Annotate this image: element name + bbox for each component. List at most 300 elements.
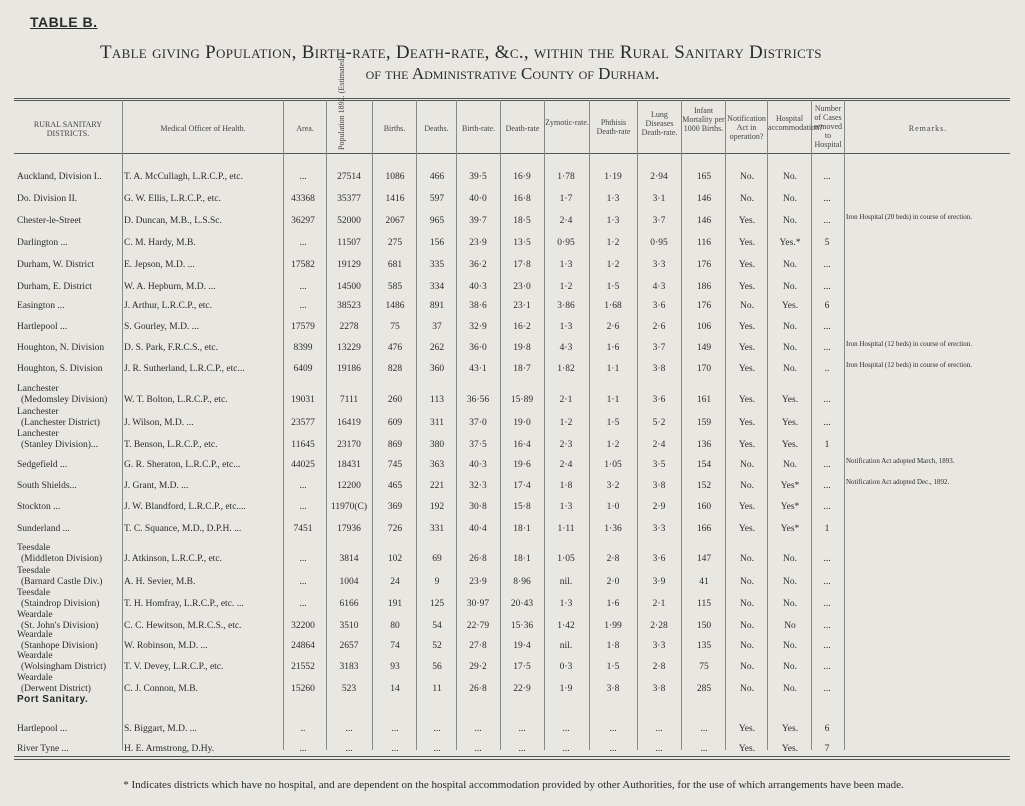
cell-brate: 40·3 bbox=[469, 460, 487, 470]
cell-deaths: 221 bbox=[429, 481, 445, 491]
cell-brate: 40·4 bbox=[469, 524, 487, 534]
cell-district: Lanchester (Stanley Division)... bbox=[17, 429, 99, 450]
cell-zym: 2·3 bbox=[559, 440, 573, 450]
cell-district: Weardale (Wolsingham District) bbox=[17, 651, 106, 672]
cell-cases: ... bbox=[823, 502, 831, 512]
cell-cases: 7 bbox=[824, 744, 830, 754]
cell-area: .. bbox=[300, 724, 306, 734]
cell-inf: 176 bbox=[696, 260, 712, 270]
table-row bbox=[0, 524, 1025, 540]
cell-pop: ... bbox=[345, 724, 353, 734]
cell-district: Durham, E. District bbox=[17, 282, 92, 292]
cell-notif: Yes. bbox=[738, 395, 756, 405]
header-notification: Notification Act in operation? bbox=[727, 114, 766, 141]
cell-deaths: ... bbox=[433, 724, 441, 734]
cell-pop: 11507 bbox=[337, 238, 361, 248]
cell-hosp: No. bbox=[783, 343, 797, 353]
cell-notif: No. bbox=[740, 172, 754, 182]
cell-district: Lanchester (Lanchester District) bbox=[17, 407, 100, 428]
cell-notif: Yes. bbox=[738, 440, 756, 450]
cell-hosp: No. bbox=[783, 684, 797, 694]
cell-phth: ... bbox=[609, 744, 617, 754]
cell-cases: ... bbox=[823, 260, 831, 270]
cell-drate: 16·8 bbox=[513, 194, 531, 204]
cell-pop: 17936 bbox=[337, 524, 361, 534]
cell-phth: 1·8 bbox=[606, 641, 620, 651]
cell-cases: ... bbox=[823, 322, 831, 332]
cell-births: 1086 bbox=[385, 172, 405, 182]
table-row bbox=[0, 322, 1025, 338]
cell-drate: 18·5 bbox=[513, 216, 531, 226]
cell-drate: 16·4 bbox=[513, 440, 531, 450]
cell-phth: 1·99 bbox=[604, 621, 622, 631]
cell-lung: 3·6 bbox=[652, 395, 666, 405]
cell-pop: 16419 bbox=[337, 418, 361, 428]
cell-area: 43368 bbox=[291, 194, 315, 204]
cell-drate: 13·5 bbox=[513, 238, 531, 248]
cell-lung: 3·8 bbox=[652, 684, 666, 694]
header-births: Births. bbox=[383, 124, 406, 133]
cell-hosp: No. bbox=[783, 364, 797, 374]
cell-births: 191 bbox=[387, 599, 403, 609]
table-row bbox=[0, 588, 1025, 615]
cell-births: 681 bbox=[387, 260, 403, 270]
cell-brate: 36·2 bbox=[469, 260, 487, 270]
cell-phth: 1·05 bbox=[604, 460, 622, 470]
cell-brate: 23·9 bbox=[469, 238, 487, 248]
cell-births: 585 bbox=[387, 282, 403, 292]
cell-district: Teesdale (Barnard Castle Div.) bbox=[17, 566, 103, 587]
cell-births: ... bbox=[391, 724, 399, 734]
cell-officer: J. Arthur, L.R.C.P., etc. bbox=[124, 301, 213, 311]
cell-deaths: 335 bbox=[429, 260, 445, 270]
cell-cases: 6 bbox=[824, 301, 830, 311]
cell-lung: 3·9 bbox=[652, 577, 666, 587]
cell-births: 260 bbox=[387, 395, 403, 405]
cell-brate: 30·97 bbox=[466, 599, 490, 609]
cell-hosp: No. bbox=[783, 194, 797, 204]
cell-hosp: Yes. bbox=[781, 440, 799, 450]
cell-drate: 18·1 bbox=[513, 554, 531, 564]
table-row bbox=[0, 194, 1025, 210]
cell-pop: ... bbox=[345, 744, 353, 754]
cell-officer: T. C. Squance, M.D., D.P.H. ... bbox=[124, 524, 242, 534]
cell-brate: 37·0 bbox=[469, 418, 487, 428]
cell-notif: Yes. bbox=[738, 524, 756, 534]
cell-district: Sunderland ... bbox=[17, 524, 70, 534]
cell-inf: 176 bbox=[696, 301, 712, 311]
cell-inf: 136 bbox=[696, 440, 712, 450]
cell-cases: ... bbox=[823, 684, 831, 694]
cell-cases: ... bbox=[823, 418, 831, 428]
cell-lung: 3·6 bbox=[652, 301, 666, 311]
cell-cases: ... bbox=[823, 194, 831, 204]
cell-brate: 36·0 bbox=[469, 343, 487, 353]
header-area: Area. bbox=[296, 124, 314, 133]
cell-inf: 146 bbox=[696, 216, 712, 226]
cell-brate: 32·3 bbox=[469, 481, 487, 491]
cell-notif: Yes. bbox=[738, 216, 756, 226]
cell-deaths: 125 bbox=[429, 599, 445, 609]
cell-drate: 19·4 bbox=[513, 641, 531, 651]
header-population: Population 1892. (Estimated) bbox=[337, 56, 346, 150]
table-row bbox=[0, 429, 1025, 456]
cell-hosp: No. bbox=[783, 641, 797, 651]
cell-births: 275 bbox=[387, 238, 403, 248]
cell-hosp: Yes* bbox=[780, 481, 800, 491]
header-bottom-rule bbox=[14, 153, 1010, 154]
header-cases: Number of Cases removed to Hospital bbox=[814, 104, 842, 149]
table-row bbox=[0, 478, 1025, 497]
cell-cases: ... bbox=[823, 172, 831, 182]
cell-lung: ... bbox=[655, 744, 663, 754]
table-row bbox=[0, 457, 1025, 476]
cell-deaths: 891 bbox=[429, 301, 445, 311]
table-row bbox=[0, 238, 1025, 254]
table-row bbox=[0, 340, 1025, 359]
cell-area: 32200 bbox=[291, 621, 315, 631]
cell-zym: 1·82 bbox=[557, 364, 575, 374]
cell-brate: 26·8 bbox=[469, 684, 487, 694]
cell-pop: 523 bbox=[341, 684, 357, 694]
cell-notif: No. bbox=[740, 554, 754, 564]
cell-zym: 1·3 bbox=[559, 599, 573, 609]
cell-notif: No. bbox=[740, 662, 754, 672]
cell-births: 465 bbox=[387, 481, 403, 491]
cell-district: Weardale (Stanhope Division) bbox=[17, 630, 98, 651]
cell-brate: 27·8 bbox=[469, 641, 487, 651]
cell-zym: 1·3 bbox=[559, 322, 573, 332]
cell-area: ... bbox=[299, 282, 307, 292]
cell-lung: 3·8 bbox=[652, 481, 666, 491]
cell-area: ... bbox=[299, 481, 307, 491]
cell-births: ... bbox=[391, 744, 399, 754]
header-death-rate: Death-rate bbox=[505, 124, 540, 133]
cell-hosp: Yes. bbox=[781, 418, 799, 428]
cell-district: Houghton, S. Division bbox=[17, 364, 103, 374]
cell-district: Sedgefield ... bbox=[17, 460, 68, 470]
cell-deaths: 334 bbox=[429, 282, 445, 292]
cell-deaths: 466 bbox=[429, 172, 445, 182]
cell-inf: ... bbox=[700, 744, 708, 754]
cell-officer: W. Robinson, M.D. ... bbox=[124, 641, 208, 651]
cell-phth: 1·5 bbox=[606, 662, 620, 672]
cell-inf: 146 bbox=[696, 194, 712, 204]
cell-pop: 3814 bbox=[339, 554, 359, 564]
cell-deaths: 52 bbox=[432, 641, 442, 651]
cell-hosp: No. bbox=[783, 460, 797, 470]
cell-inf: 115 bbox=[697, 599, 711, 609]
cell-drate: 8·96 bbox=[513, 577, 531, 587]
cell-officer: T. V. Devey, L.R.C.P., etc. bbox=[124, 662, 224, 672]
cell-inf: 165 bbox=[696, 172, 712, 182]
cell-deaths: 9 bbox=[434, 577, 440, 587]
cell-inf: 154 bbox=[696, 460, 712, 470]
cell-officer: H. E. Armstrong, D.Hy. bbox=[124, 744, 215, 754]
cell-phth: 1·3 bbox=[606, 216, 620, 226]
cell-cases: ... bbox=[823, 343, 831, 353]
header-remarks: Remarks. bbox=[908, 124, 948, 133]
cell-brate: 23·9 bbox=[469, 577, 487, 587]
cell-pop: 19186 bbox=[337, 364, 361, 374]
cell-cases: ... bbox=[823, 641, 831, 651]
cell-zym: 0·3 bbox=[559, 662, 573, 672]
cell-cases: ... bbox=[823, 460, 831, 470]
cell-zym: 1·78 bbox=[557, 172, 575, 182]
cell-phth: 1·1 bbox=[606, 364, 620, 374]
cell-inf: 150 bbox=[696, 621, 712, 631]
cell-zym: 1·7 bbox=[559, 194, 573, 204]
cell-drate: 22·9 bbox=[513, 684, 531, 694]
cell-cases: ... bbox=[823, 395, 831, 405]
cell-lung: 2·8 bbox=[652, 662, 666, 672]
cell-hosp: Yes.* bbox=[779, 238, 801, 248]
cell-zym: ... bbox=[562, 724, 570, 734]
cell-remarks: Iron Hospital (12 beds) in course of erection. bbox=[846, 340, 972, 348]
cell-hosp: No. bbox=[783, 282, 797, 292]
cell-inf: 161 bbox=[696, 395, 712, 405]
cell-notif: No. bbox=[740, 621, 754, 631]
cell-district: Do. Division II. bbox=[17, 194, 78, 204]
cell-area: ... bbox=[299, 577, 307, 587]
cell-area: 17579 bbox=[291, 322, 315, 332]
cell-area: 11645 bbox=[291, 440, 315, 450]
cell-births: 869 bbox=[387, 440, 403, 450]
cell-hosp: Yes* bbox=[780, 524, 800, 534]
cell-notif: Yes. bbox=[738, 322, 756, 332]
cell-deaths: 363 bbox=[429, 460, 445, 470]
cell-officer: E. Jepson, M.D. ... bbox=[124, 260, 195, 270]
cell-lung: 2·4 bbox=[652, 440, 666, 450]
cell-drate: ... bbox=[518, 744, 526, 754]
cell-district: Teesdale (Staindrop Division) bbox=[17, 588, 100, 609]
cell-inf: 147 bbox=[696, 554, 712, 564]
cell-drate: 15·89 bbox=[510, 395, 534, 405]
header-zymotic: Zymotic-rate. bbox=[545, 118, 589, 127]
cell-inf: 166 bbox=[696, 524, 712, 534]
cell-officer: W. A. Hepburn, M.D. ... bbox=[124, 282, 216, 292]
table-row bbox=[0, 301, 1025, 317]
table-row bbox=[0, 744, 1025, 760]
cell-phth: 1·6 bbox=[606, 343, 620, 353]
cell-zym: 1·3 bbox=[559, 260, 573, 270]
cell-brate: ... bbox=[474, 744, 482, 754]
footnote: * Indicates districts which have no hospital, and are dependent on the hospital accommodation provided by other Authorities, for the use of which arrangements have been made. bbox=[123, 779, 904, 791]
table-row bbox=[0, 630, 1025, 657]
cell-officer: G. W. Ellis, L.R.C.P., etc. bbox=[124, 194, 221, 204]
cell-zym: 1·11 bbox=[557, 524, 575, 534]
cell-brate: 43·1 bbox=[469, 364, 487, 374]
cell-officer: J. Atkinson, L.R.C.P., etc. bbox=[124, 554, 222, 564]
cell-drate: 19·0 bbox=[513, 418, 531, 428]
cell-phth: 2·0 bbox=[606, 577, 620, 587]
cell-lung: 4·3 bbox=[652, 282, 666, 292]
cell-phth: 1·2 bbox=[606, 440, 620, 450]
cell-brate: 38·6 bbox=[469, 301, 487, 311]
cell-officer: W. T. Bolton, L.R.C.P., etc. bbox=[124, 395, 228, 405]
cell-phth: 2·8 bbox=[606, 554, 620, 564]
cell-cases: 6 bbox=[824, 724, 830, 734]
cell-births: 1416 bbox=[385, 194, 405, 204]
cell-births: 726 bbox=[387, 524, 403, 534]
cell-zym: 3·86 bbox=[557, 301, 575, 311]
cell-zym: nil. bbox=[559, 577, 573, 587]
cell-officer: T. Benson, L.R.C.P., etc. bbox=[124, 440, 218, 450]
cell-cases: ... bbox=[823, 282, 831, 292]
cell-brate: 26·8 bbox=[469, 554, 487, 564]
cell-inf: 159 bbox=[696, 418, 712, 428]
cell-drate: 19·6 bbox=[513, 460, 531, 470]
cell-lung: 3·5 bbox=[652, 460, 666, 470]
cell-zym: 1·8 bbox=[559, 481, 573, 491]
cell-area: ... bbox=[299, 744, 307, 754]
cell-phth: 1·68 bbox=[604, 301, 622, 311]
cell-drate: 20·43 bbox=[510, 599, 534, 609]
port-sanitary-heading: Port Sanitary. bbox=[17, 694, 89, 705]
cell-area: 24864 bbox=[291, 641, 315, 651]
cell-hosp: Yes. bbox=[781, 301, 799, 311]
cell-births: 24 bbox=[390, 577, 400, 587]
cell-pop: 14500 bbox=[337, 282, 361, 292]
cell-inf: 285 bbox=[696, 684, 712, 694]
cell-district: Auckland, Division I.. bbox=[17, 172, 102, 182]
cell-pop: 2657 bbox=[339, 641, 359, 651]
cell-notif: Yes. bbox=[738, 364, 756, 374]
cell-notif: No. bbox=[740, 641, 754, 651]
cell-officer: T. H. Homfray, L.R.C.P., etc. ... bbox=[124, 599, 244, 609]
cell-phth: 1·3 bbox=[606, 194, 620, 204]
cell-pop: 12200 bbox=[337, 481, 361, 491]
cell-zym: 1·2 bbox=[559, 418, 573, 428]
cell-notif: Yes. bbox=[738, 260, 756, 270]
cell-notif: No. bbox=[740, 301, 754, 311]
table-row bbox=[0, 502, 1025, 518]
cell-drate: 16·2 bbox=[513, 322, 531, 332]
table-row bbox=[0, 651, 1025, 678]
cell-lung: 3·6 bbox=[652, 554, 666, 564]
cell-cases: ... bbox=[823, 481, 831, 491]
cell-cases: ... bbox=[823, 599, 831, 609]
cell-deaths: ... bbox=[433, 744, 441, 754]
cell-deaths: 965 bbox=[429, 216, 445, 226]
cell-hosp: No. bbox=[783, 662, 797, 672]
cell-pop: 38523 bbox=[337, 301, 361, 311]
cell-inf: 170 bbox=[696, 364, 712, 374]
cell-brate: 29·2 bbox=[469, 662, 487, 672]
table-row bbox=[0, 384, 1025, 411]
cell-area: 36297 bbox=[291, 216, 315, 226]
table-row bbox=[0, 282, 1025, 298]
cell-pop: 27514 bbox=[337, 172, 361, 182]
cell-lung: 2·28 bbox=[650, 621, 668, 631]
cell-notif: Yes. bbox=[738, 502, 756, 512]
cell-notif: No. bbox=[740, 684, 754, 694]
cell-deaths: 54 bbox=[432, 621, 442, 631]
cell-area: ... bbox=[299, 301, 307, 311]
cell-deaths: 192 bbox=[429, 502, 445, 512]
cell-lung: 3·3 bbox=[652, 641, 666, 651]
cell-remarks: Notification Act adopted March, 1893. bbox=[846, 457, 955, 465]
cell-district: Easington ... bbox=[17, 301, 65, 311]
cell-notif: Yes. bbox=[738, 282, 756, 292]
cell-inf: 160 bbox=[696, 502, 712, 512]
table-row bbox=[0, 361, 1025, 380]
cell-zym: 0·95 bbox=[557, 238, 575, 248]
cell-drate: 17·5 bbox=[513, 662, 531, 672]
cell-zym: nil. bbox=[559, 641, 573, 651]
cell-hosp: No. bbox=[783, 577, 797, 587]
cell-pop: 13229 bbox=[337, 343, 361, 353]
cell-phth: 1·0 bbox=[606, 502, 620, 512]
cell-pop: 7111 bbox=[339, 395, 359, 405]
cell-deaths: 56 bbox=[432, 662, 442, 672]
cell-zym: 2·4 bbox=[559, 216, 573, 226]
cell-area: 19031 bbox=[291, 395, 315, 405]
cell-drate: 18·1 bbox=[513, 524, 531, 534]
cell-lung: 3·3 bbox=[652, 524, 666, 534]
header-birth-rate: Birth-rate. bbox=[461, 124, 496, 133]
cell-births: 745 bbox=[387, 460, 403, 470]
cell-area: ... bbox=[299, 238, 307, 248]
cell-lung: 2·94 bbox=[650, 172, 668, 182]
cell-brate: 40·3 bbox=[469, 282, 487, 292]
cell-officer: J. W. Blandford, L.R.C.P., etc.... bbox=[124, 502, 246, 512]
cell-hosp: No. bbox=[783, 172, 797, 182]
cell-phth: 1·6 bbox=[606, 599, 620, 609]
header-hospital: Hospital accommodation? bbox=[768, 114, 823, 132]
table-row bbox=[0, 724, 1025, 740]
cell-district: Hartlepool ... bbox=[17, 724, 68, 734]
cell-pop: 1004 bbox=[339, 577, 359, 587]
cell-area: 21552 bbox=[291, 662, 315, 672]
cell-births: 80 bbox=[390, 621, 400, 631]
cell-births: 828 bbox=[387, 364, 403, 374]
cell-deaths: 69 bbox=[432, 554, 442, 564]
cell-lung: 3·7 bbox=[652, 343, 666, 353]
cell-pop: 6166 bbox=[339, 599, 359, 609]
cell-hosp: No bbox=[784, 621, 796, 631]
cell-zym: 1·2 bbox=[559, 282, 573, 292]
header-officer: Medical Officer of Health. bbox=[160, 124, 246, 133]
cell-notif: No. bbox=[740, 194, 754, 204]
cell-pop: 19129 bbox=[337, 260, 361, 270]
cell-zym: 1·42 bbox=[557, 621, 575, 631]
cell-zym: 1·05 bbox=[557, 554, 575, 564]
cell-lung: 2·1 bbox=[652, 599, 666, 609]
cell-births: 74 bbox=[390, 641, 400, 651]
cell-cases: ... bbox=[823, 577, 831, 587]
cell-zym: 4·3 bbox=[559, 343, 573, 353]
cell-hosp: No. bbox=[783, 260, 797, 270]
cell-officer: D. Duncan, M.B., L.S.Sc. bbox=[124, 216, 222, 226]
cell-hosp: Yes* bbox=[780, 502, 800, 512]
cell-cases: 1 bbox=[824, 524, 830, 534]
cell-drate: 23·0 bbox=[513, 282, 531, 292]
cell-area: 8399 bbox=[293, 343, 313, 353]
cell-cases: ... bbox=[823, 554, 831, 564]
cell-officer: C. M. Hardy, M.B. bbox=[124, 238, 196, 248]
cell-inf: 152 bbox=[696, 481, 712, 491]
header-phthisis: Phthisis Death-rate bbox=[596, 118, 631, 136]
table-row bbox=[0, 543, 1025, 570]
cell-pop: 18431 bbox=[337, 460, 361, 470]
cell-area: 44025 bbox=[291, 460, 315, 470]
cell-district: Weardale (St. John's Division) bbox=[17, 610, 99, 631]
cell-district: Durham, W. District bbox=[17, 260, 95, 270]
cell-notif: No. bbox=[740, 599, 754, 609]
cell-notif: Yes. bbox=[738, 343, 756, 353]
cell-officer: S. Gourley, M.D. ... bbox=[124, 322, 199, 332]
